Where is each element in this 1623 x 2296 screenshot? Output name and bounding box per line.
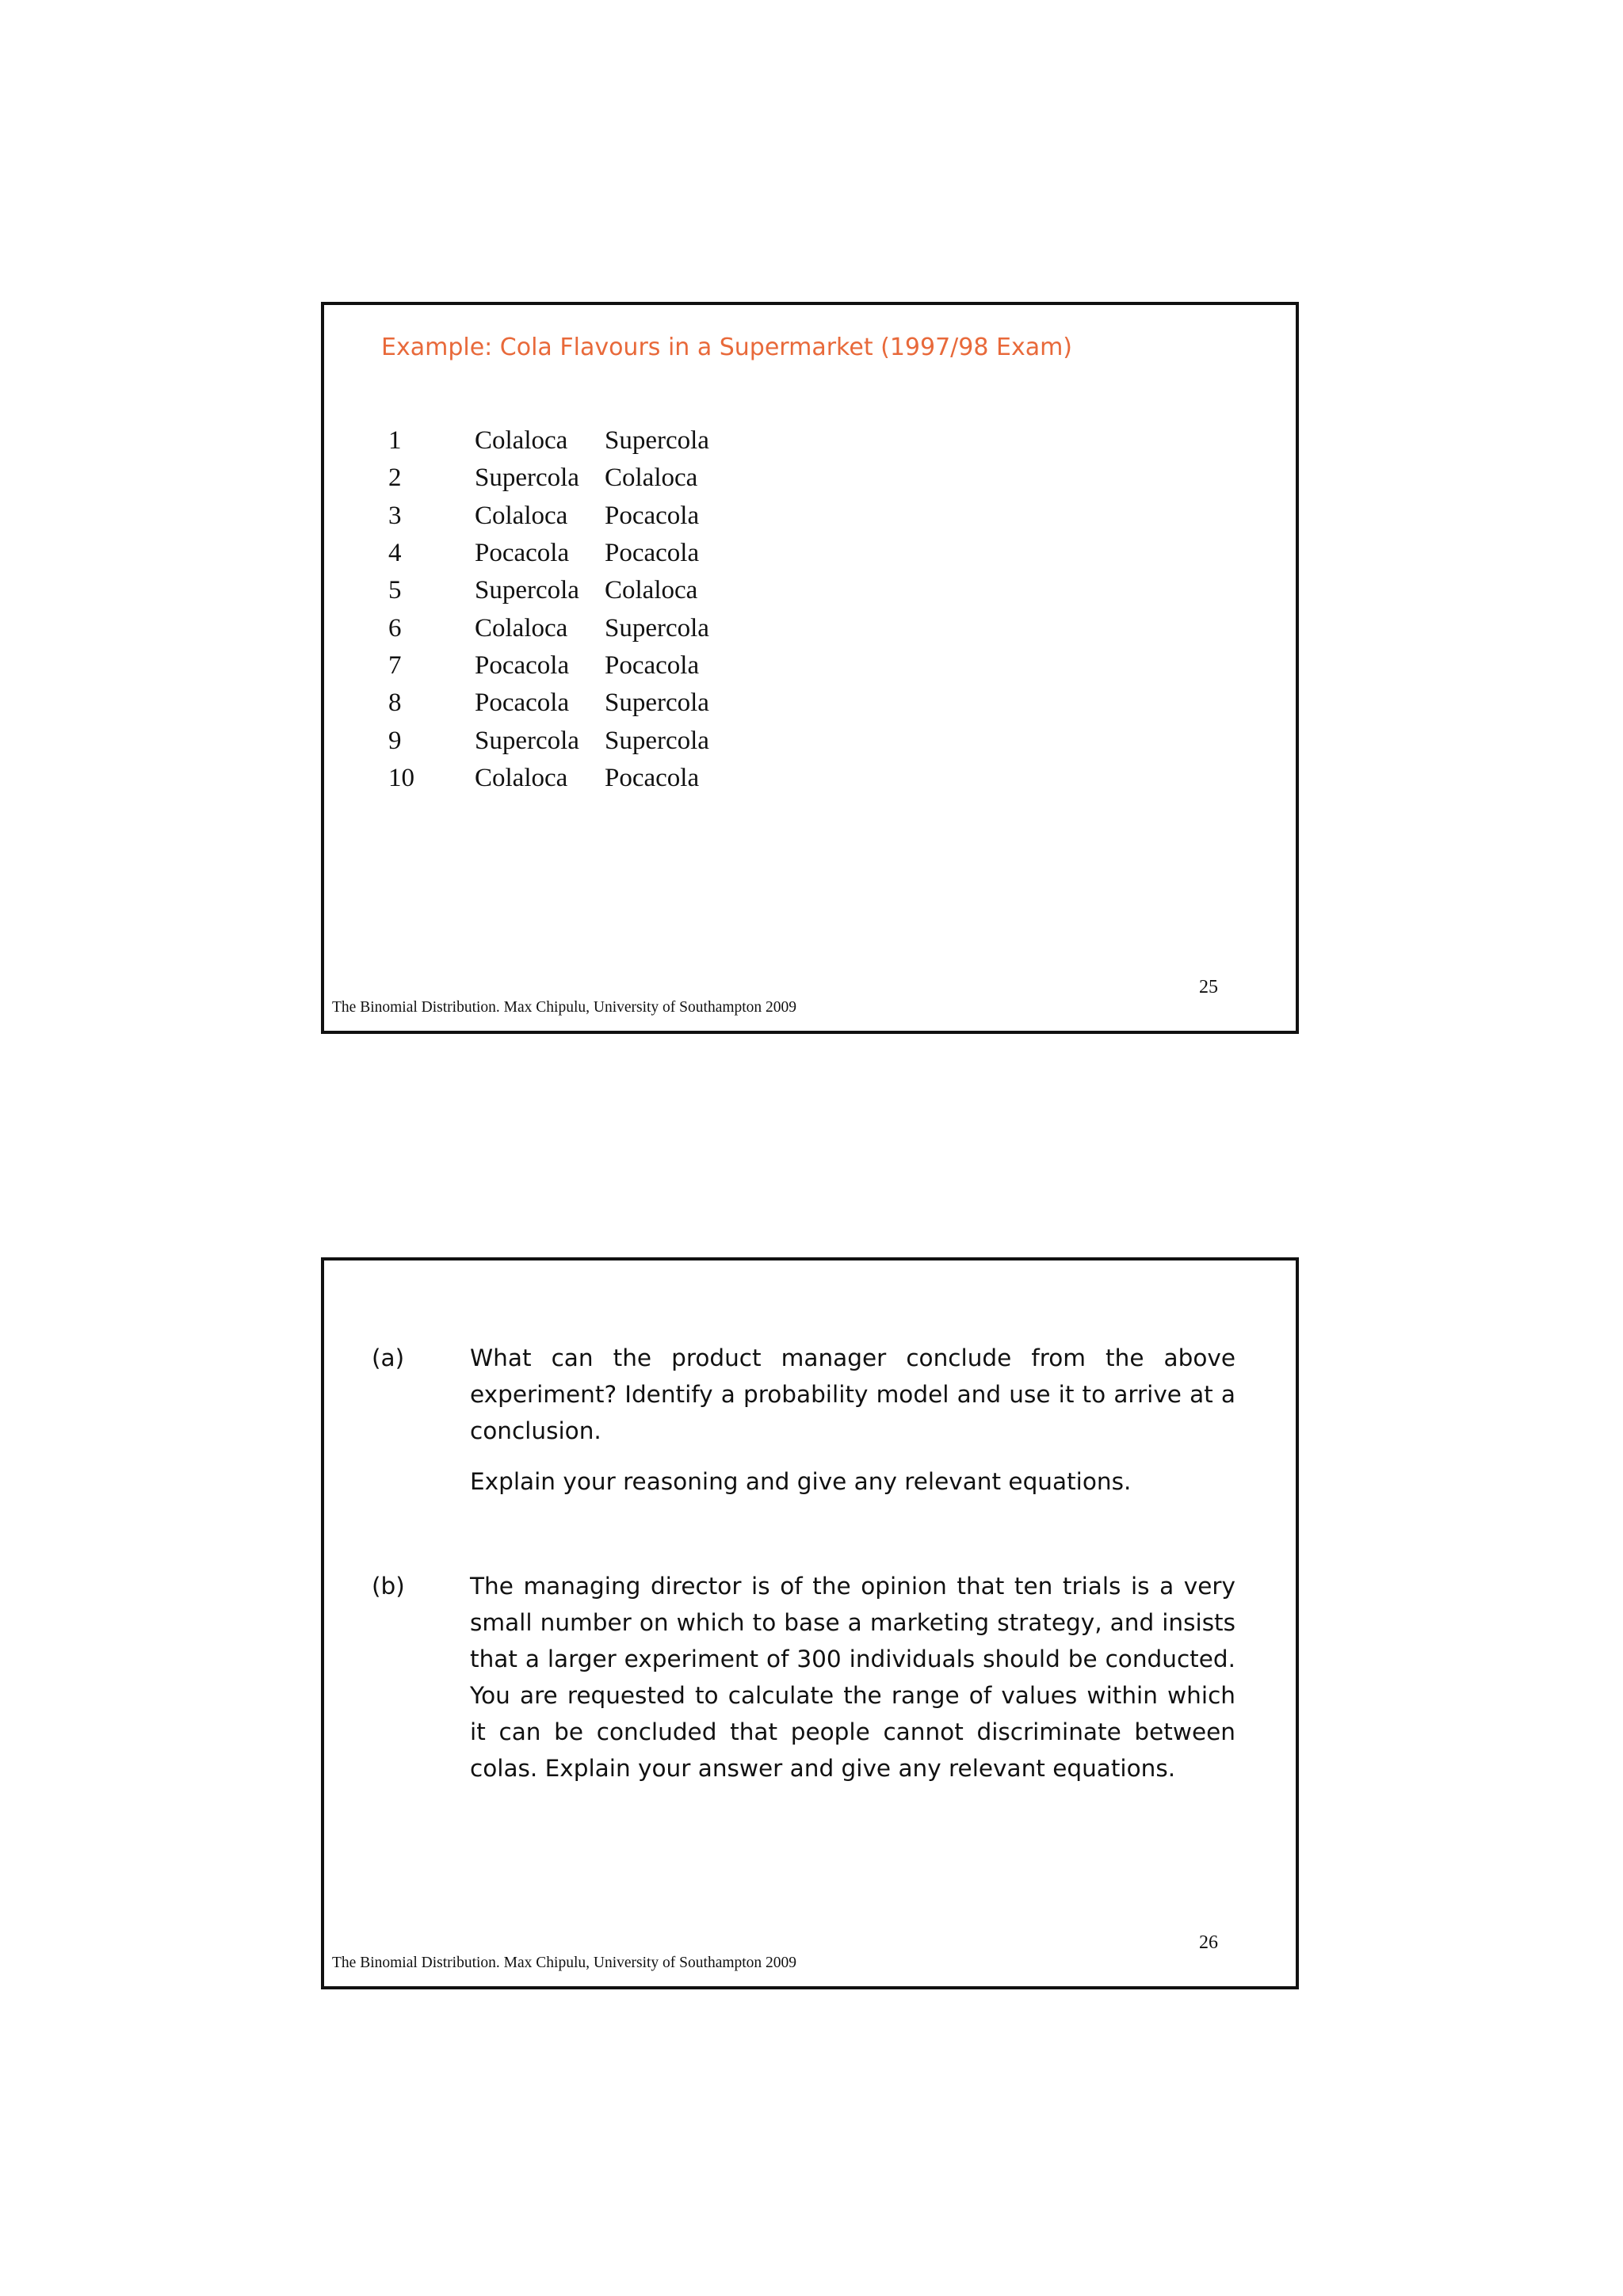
slide-footer: The Binomial Distribution. Max Chipulu, University of Southampton 2009 [332, 1955, 797, 1971]
first-cola: Colaloca [475, 501, 568, 530]
first-cola: Colaloca [475, 763, 568, 792]
trial-row [388, 609, 763, 646]
first-cola: Pocacola [475, 688, 570, 718]
trial-number: 5 [388, 576, 402, 605]
first-cola: Supercola [475, 726, 579, 755]
trial-number: 6 [388, 613, 402, 643]
first-cola: Pocacola [475, 539, 570, 568]
question-body [470, 1568, 1235, 1787]
slide-footer: The Binomial Distribution. Max Chipulu, University of Southampton 2009 [332, 999, 797, 1016]
question-text: The managing director is of the opinion that ten trials is a very small number on which to base a marketing strategy, and insists that a larger experiment of 300 individuals should be conducted. You are requested to calculate the range of values within which it can be concluded that people cannot discriminate between colas. Explain your answer and give any relevant equations. [470, 1573, 1235, 1782]
trial-number: 4 [388, 539, 402, 568]
page-number: 25 [1199, 977, 1218, 997]
trials-table [388, 422, 763, 797]
slide-title: Example: Cola Flavours in a Supermarket (1997/98 Exam) [381, 334, 1073, 361]
question-text: What can the product manager conclude from the above experiment? Identify a probability model and use it to arrive at a conclusion. [470, 1344, 1235, 1444]
page-number: 26 [1199, 1932, 1218, 1953]
trial-row [388, 685, 763, 722]
first-cola: Pocacola [475, 650, 570, 680]
trial-number: 3 [388, 501, 402, 530]
question-instruction: Explain your reasoning and give any relevant equations. [470, 1468, 1132, 1495]
second-cola: Pocacola [605, 650, 700, 680]
second-cola: Supercola [605, 613, 709, 643]
trial-number: 8 [388, 688, 402, 718]
slide-26 [321, 1257, 1299, 1989]
trial-row [388, 760, 763, 797]
question-b [372, 1568, 1243, 1787]
trial-number: 2 [388, 463, 402, 493]
trial-number: 10 [388, 763, 414, 792]
slide-25 [321, 302, 1299, 1034]
question-body [470, 1340, 1235, 1500]
trial-row [388, 647, 763, 685]
trial-number: 7 [388, 650, 402, 680]
first-cola: Colaloca [475, 613, 568, 643]
second-cola: Pocacola [605, 763, 700, 792]
question-a [372, 1340, 1243, 1500]
trial-row [388, 572, 763, 609]
trial-row [388, 460, 763, 497]
trial-number: 1 [388, 426, 402, 456]
question-label: (a) [372, 1344, 405, 1371]
second-cola: Pocacola [605, 539, 700, 568]
second-cola: Colaloca [605, 576, 698, 605]
second-cola: Supercola [605, 688, 709, 718]
trial-row [388, 422, 763, 460]
question-label: (b) [372, 1573, 405, 1600]
trial-row [388, 498, 763, 535]
trial-row [388, 722, 763, 759]
first-cola: Colaloca [475, 426, 568, 456]
second-cola: Supercola [605, 426, 709, 456]
second-cola: Colaloca [605, 463, 698, 493]
second-cola: Pocacola [605, 501, 700, 530]
first-cola: Supercola [475, 576, 579, 605]
trial-row [388, 535, 763, 572]
first-cola: Supercola [475, 463, 579, 493]
trial-number: 9 [388, 726, 402, 755]
second-cola: Supercola [605, 726, 709, 755]
